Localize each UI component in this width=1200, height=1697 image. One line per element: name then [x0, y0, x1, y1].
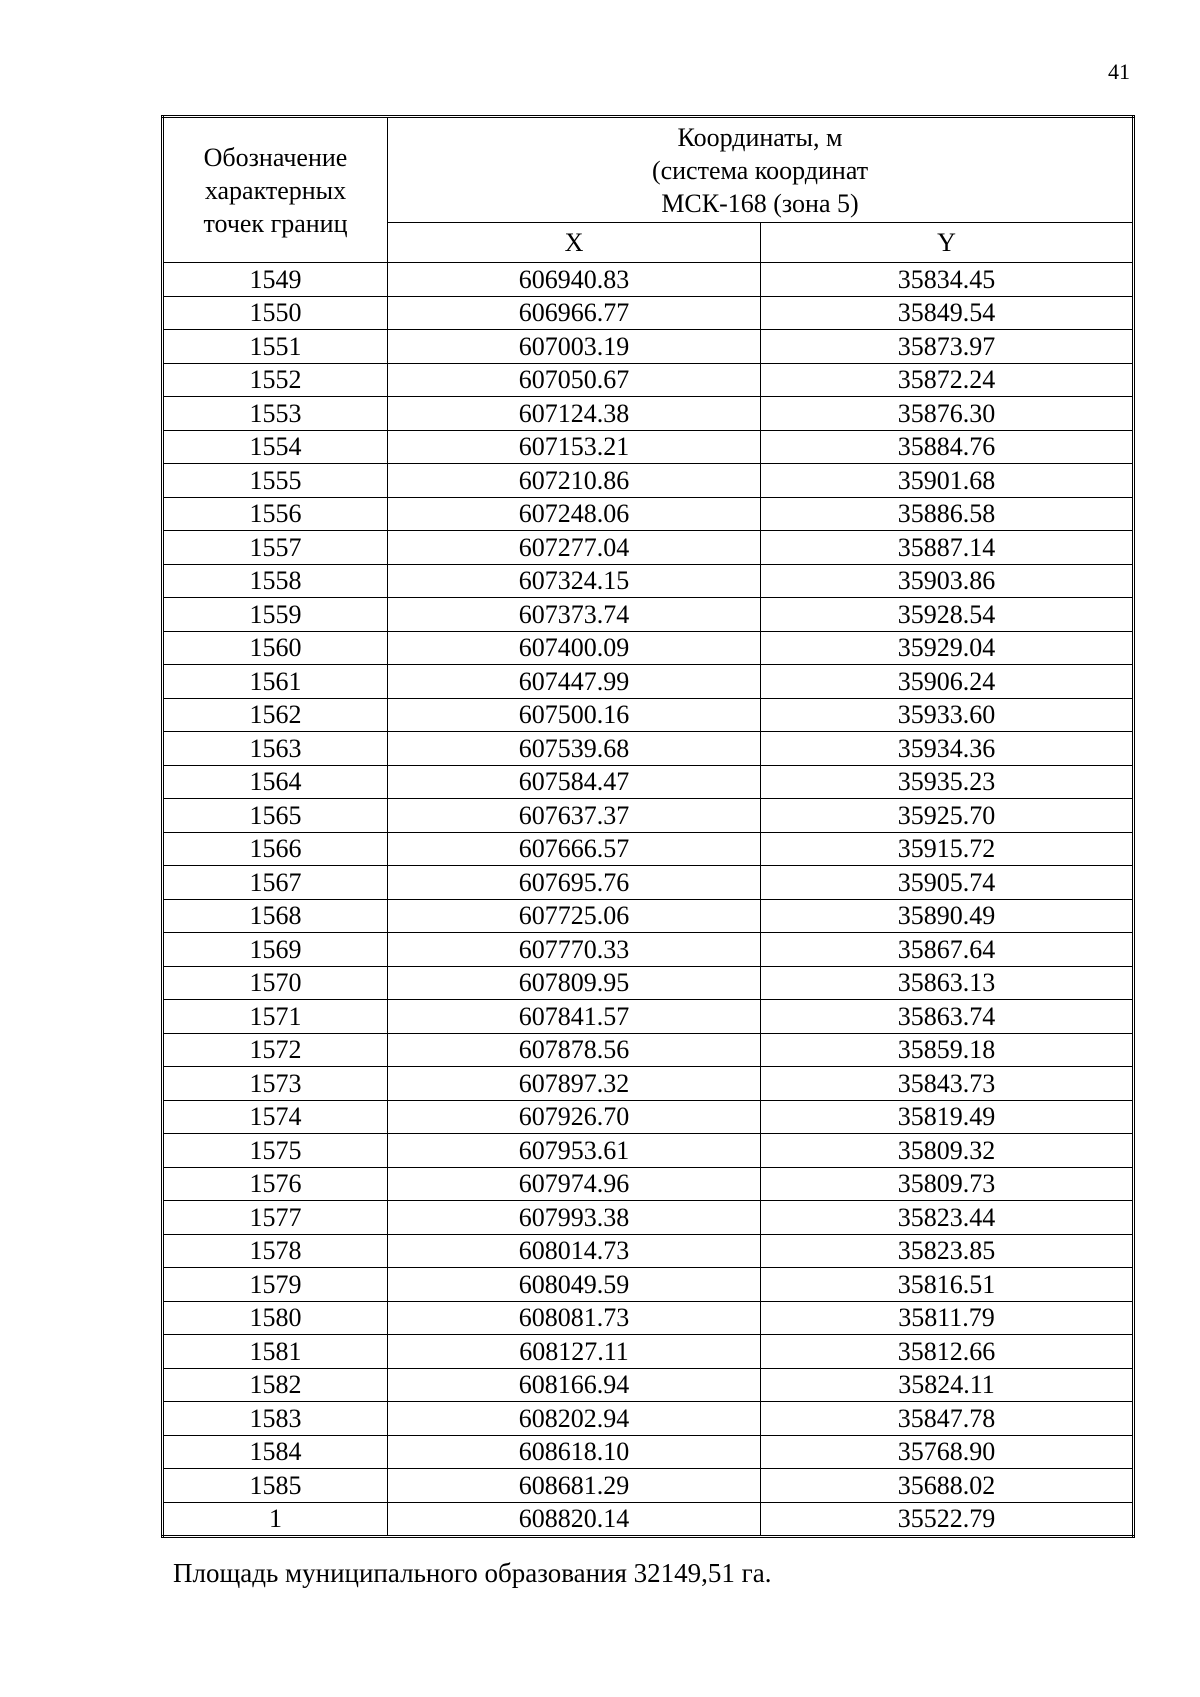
table-row — [163, 1134, 1134, 1168]
table-row — [163, 1335, 1134, 1369]
table-row — [163, 497, 1134, 531]
y-coordinate-cell: 35823.44 — [761, 1201, 1134, 1235]
point-number-cell: 1561 — [163, 665, 388, 699]
table-row — [163, 631, 1134, 665]
y-coordinate-cell: 35843.73 — [761, 1067, 1134, 1101]
y-coordinate-cell: 35925.70 — [761, 799, 1134, 833]
point-number-cell: 1568 — [163, 899, 388, 933]
point-number-cell: 1554 — [163, 430, 388, 464]
y-coordinate-cell: 35812.66 — [761, 1335, 1134, 1369]
table-row — [163, 732, 1134, 766]
x-coordinate-cell: 607841.57 — [388, 1000, 761, 1034]
y-coordinate-cell: 35859.18 — [761, 1033, 1134, 1067]
x-coordinate-cell: 608166.94 — [388, 1368, 761, 1402]
table-row — [163, 765, 1134, 799]
x-coordinate-cell: 607447.99 — [388, 665, 761, 699]
point-number-cell: 1564 — [163, 765, 388, 799]
header-coordinates — [388, 117, 1134, 223]
table-row — [163, 296, 1134, 330]
y-coordinate-cell: 35768.90 — [761, 1435, 1134, 1469]
y-coordinate-cell: 35934.36 — [761, 732, 1134, 766]
table-row — [163, 1067, 1134, 1101]
table-row — [163, 1502, 1134, 1537]
y-coordinate-cell: 35929.04 — [761, 631, 1134, 665]
table-row — [163, 397, 1134, 431]
x-coordinate-cell: 607926.70 — [388, 1100, 761, 1134]
table-row — [163, 698, 1134, 732]
x-coordinate-cell: 607974.96 — [388, 1167, 761, 1201]
y-coordinate-cell: 35863.74 — [761, 1000, 1134, 1034]
x-coordinate-cell: 607695.76 — [388, 866, 761, 900]
area-note: Площадь муниципального образования 32149,51 га. — [173, 1558, 772, 1588]
point-number-cell: 1 — [163, 1502, 388, 1537]
y-coordinate-cell: 35688.02 — [761, 1469, 1134, 1503]
y-coordinate-cell: 35834.45 — [761, 263, 1134, 297]
x-coordinate-cell: 607878.56 — [388, 1033, 761, 1067]
x-coordinate-cell: 607500.16 — [388, 698, 761, 732]
table-row — [163, 263, 1134, 297]
x-coordinate-cell: 607666.57 — [388, 832, 761, 866]
point-number-cell: 1579 — [163, 1268, 388, 1302]
coordinates-table — [161, 115, 1135, 1538]
point-number-cell: 1565 — [163, 799, 388, 833]
y-coordinate-cell: 35809.32 — [761, 1134, 1134, 1168]
x-coordinate-cell: 608127.11 — [388, 1335, 761, 1369]
y-coordinate-cell: 35906.24 — [761, 665, 1134, 699]
table-row — [163, 363, 1134, 397]
point-number-cell: 1566 — [163, 832, 388, 866]
table-row — [163, 966, 1134, 1000]
table-row — [163, 1268, 1134, 1302]
x-coordinate-cell: 608014.73 — [388, 1234, 761, 1268]
y-coordinate-cell: 35876.30 — [761, 397, 1134, 431]
y-coordinate-cell: 35872.24 — [761, 363, 1134, 397]
table-row — [163, 1234, 1134, 1268]
point-number-cell: 1576 — [163, 1167, 388, 1201]
point-number-cell: 1580 — [163, 1301, 388, 1335]
y-coordinate-cell: 35847.78 — [761, 1402, 1134, 1436]
y-coordinate-cell: 35901.68 — [761, 464, 1134, 498]
y-coordinate-cell: 35887.14 — [761, 531, 1134, 565]
x-coordinate-cell: 607584.47 — [388, 765, 761, 799]
x-coordinate-cell: 607637.37 — [388, 799, 761, 833]
y-coordinate-cell: 35824.11 — [761, 1368, 1134, 1402]
table-row — [163, 598, 1134, 632]
point-number-cell: 1583 — [163, 1402, 388, 1436]
x-coordinate-cell: 608618.10 — [388, 1435, 761, 1469]
point-number-cell: 1572 — [163, 1033, 388, 1067]
table-row — [163, 1402, 1134, 1436]
point-number-cell: 1585 — [163, 1469, 388, 1503]
point-number-cell: 1549 — [163, 263, 388, 297]
point-number-cell: 1560 — [163, 631, 388, 665]
x-coordinate-cell: 607539.68 — [388, 732, 761, 766]
y-coordinate-cell: 35849.54 — [761, 296, 1134, 330]
table-row — [163, 1435, 1134, 1469]
header-point-label: Обозначение характерных точек границ — [203, 142, 348, 238]
y-coordinate-cell: 35816.51 — [761, 1268, 1134, 1302]
x-coordinate-cell: 607725.06 — [388, 899, 761, 933]
x-coordinate-cell: 608202.94 — [388, 1402, 761, 1436]
page-number: 41 — [1108, 59, 1130, 84]
table-row — [163, 866, 1134, 900]
y-coordinate-cell: 35809.73 — [761, 1167, 1134, 1201]
point-number-cell: 1582 — [163, 1368, 388, 1402]
point-number-cell: 1553 — [163, 397, 388, 431]
x-coordinate-cell: 608081.73 — [388, 1301, 761, 1335]
y-coordinate-cell: 35867.64 — [761, 933, 1134, 967]
table-row — [163, 1469, 1134, 1503]
y-coordinate-cell: 35819.49 — [761, 1100, 1134, 1134]
y-coordinate-cell: 35933.60 — [761, 698, 1134, 732]
point-number-cell: 1550 — [163, 296, 388, 330]
point-number-cell: 1567 — [163, 866, 388, 900]
table-row — [163, 1301, 1134, 1335]
x-coordinate-cell: 607324.15 — [388, 564, 761, 598]
x-coordinate-cell: 608820.14 — [388, 1502, 761, 1537]
point-number-cell: 1558 — [163, 564, 388, 598]
header-y: Y — [761, 223, 1134, 263]
point-number-cell: 1578 — [163, 1234, 388, 1268]
point-number-cell: 1555 — [163, 464, 388, 498]
x-coordinate-cell: 607770.33 — [388, 933, 761, 967]
table-row — [163, 330, 1134, 364]
x-coordinate-cell: 608049.59 — [388, 1268, 761, 1302]
table-row — [163, 1368, 1134, 1402]
x-coordinate-cell: 607124.38 — [388, 397, 761, 431]
point-number-cell: 1575 — [163, 1134, 388, 1168]
point-number-cell: 1584 — [163, 1435, 388, 1469]
point-number-cell: 1556 — [163, 497, 388, 531]
y-coordinate-cell: 35884.76 — [761, 430, 1134, 464]
point-number-cell: 1571 — [163, 1000, 388, 1034]
table-row — [163, 1033, 1134, 1067]
x-coordinate-cell: 607248.06 — [388, 497, 761, 531]
x-coordinate-cell: 607277.04 — [388, 531, 761, 565]
table-row — [163, 1100, 1134, 1134]
point-number-cell: 1552 — [163, 363, 388, 397]
point-number-cell: 1569 — [163, 933, 388, 967]
table-header — [163, 117, 1134, 263]
point-number-cell: 1573 — [163, 1067, 388, 1101]
y-coordinate-cell: 35886.58 — [761, 497, 1134, 531]
y-coordinate-cell: 35873.97 — [761, 330, 1134, 364]
y-coordinate-cell: 35915.72 — [761, 832, 1134, 866]
x-coordinate-cell: 607050.67 — [388, 363, 761, 397]
y-coordinate-cell: 35905.74 — [761, 866, 1134, 900]
point-number-cell: 1562 — [163, 698, 388, 732]
header-coordinates-label: Координаты, м (система координат МСК-168 (зона 5) — [651, 122, 869, 218]
point-number-cell: 1570 — [163, 966, 388, 1000]
y-coordinate-cell: 35811.79 — [761, 1301, 1134, 1335]
point-number-cell: 1581 — [163, 1335, 388, 1369]
header-point-designation — [163, 117, 388, 263]
y-coordinate-cell: 35935.23 — [761, 765, 1134, 799]
point-number-cell: 1563 — [163, 732, 388, 766]
table-row — [163, 1167, 1134, 1201]
x-coordinate-cell: 606966.77 — [388, 296, 761, 330]
table-row — [163, 933, 1134, 967]
y-coordinate-cell: 35903.86 — [761, 564, 1134, 598]
y-coordinate-cell: 35928.54 — [761, 598, 1134, 632]
table-row — [163, 430, 1134, 464]
x-coordinate-cell: 607993.38 — [388, 1201, 761, 1235]
y-coordinate-cell: 35863.13 — [761, 966, 1134, 1000]
table-row — [163, 665, 1134, 699]
table-row — [163, 832, 1134, 866]
table-row — [163, 1201, 1134, 1235]
table-body — [163, 263, 1134, 1537]
table-row — [163, 799, 1134, 833]
point-number-cell: 1577 — [163, 1201, 388, 1235]
x-coordinate-cell: 607400.09 — [388, 631, 761, 665]
point-number-cell: 1551 — [163, 330, 388, 364]
table-row — [163, 899, 1134, 933]
table-row — [163, 464, 1134, 498]
x-coordinate-cell: 607003.19 — [388, 330, 761, 364]
point-number-cell: 1559 — [163, 598, 388, 632]
x-coordinate-cell: 607373.74 — [388, 598, 761, 632]
x-coordinate-cell: 607809.95 — [388, 966, 761, 1000]
x-coordinate-cell: 607153.21 — [388, 430, 761, 464]
point-number-cell: 1557 — [163, 531, 388, 565]
x-coordinate-cell: 607953.61 — [388, 1134, 761, 1168]
x-coordinate-cell: 608681.29 — [388, 1469, 761, 1503]
y-coordinate-cell: 35890.49 — [761, 899, 1134, 933]
x-coordinate-cell: 607897.32 — [388, 1067, 761, 1101]
point-number-cell: 1574 — [163, 1100, 388, 1134]
y-coordinate-cell: 35823.85 — [761, 1234, 1134, 1268]
table-row — [163, 564, 1134, 598]
y-coordinate-cell: 35522.79 — [761, 1502, 1134, 1537]
x-coordinate-cell: 606940.83 — [388, 263, 761, 297]
x-coordinate-cell: 607210.86 — [388, 464, 761, 498]
table-row — [163, 1000, 1134, 1034]
header-x: X — [388, 223, 761, 263]
table-row — [163, 531, 1134, 565]
